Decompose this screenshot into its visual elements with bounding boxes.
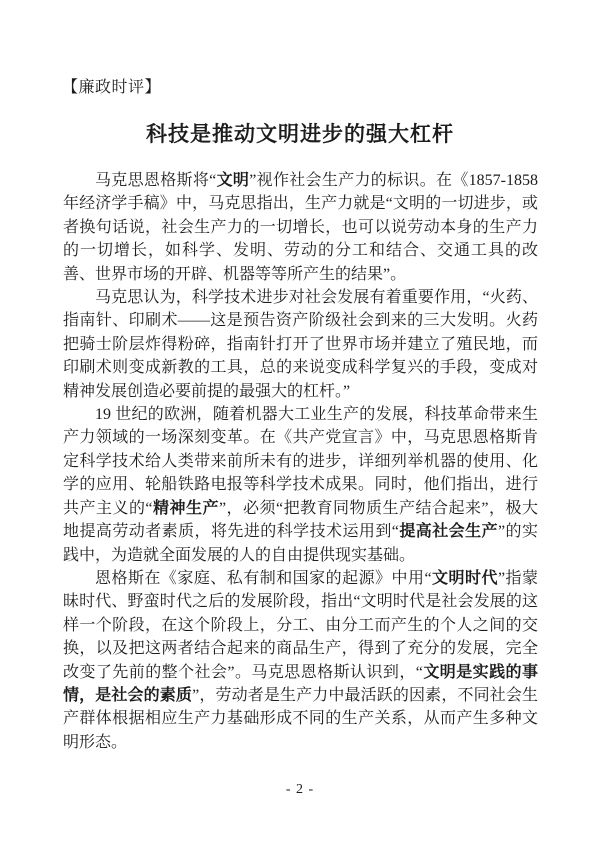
text-run: ”视作社会生产力的标识。在《1857-1858年经济学手稿》中，马克思指出，生产力就是“文明的一切进步，或者换句话说，社会生产力的一切增长，也可以说劳动本身的生产力的一切增长，如科学、发明、劳动的分工和结合、交通工具的改善、世界市场的开辟、机器等等所产生的结果”。 — [63, 172, 538, 283]
emphasis-run: 提高社会生产 — [398, 523, 498, 541]
text-run: ”，必须“把教育同物质生产结合起来”，极大地提高劳动者素质，将先进的科学技术运用到“ — [63, 499, 538, 541]
paragraph — [63, 567, 538, 754]
text-run: ”的实践中，为造就全面发展的人的自由提供现实基础。 — [63, 523, 538, 564]
emphasis-run: 文明 — [216, 172, 250, 189]
page-number: - 2 - — [285, 782, 315, 797]
text-run: 19 世纪的欧洲，随着机器大工业生产的发展，科技革命带来生产力领域的一场深刻变革。在《共产党宣言》中，马克思恩格斯肯定科学技术给人类带来前所未有的进步，详细列举机器的使用、化学的应用、轮船铁路电报等科学技术成果。同时，他们指出，进行共产主义的“ — [63, 406, 538, 517]
text-run: ”指蒙昧时代、野蛮时代之后的发展阶段，指出“文明时代是社会发展的这样一个阶段，在这个阶段上，分工、由分工而产生的个人之间的交换，以及把这两者结合起来的商品生产，得到了充分的发展，完全改变了先前的整个社会”。马克思恩格斯认识到，“ — [63, 569, 538, 681]
page-title: 科技是推动文明进步的强大杠杆 — [146, 122, 454, 146]
paragraph — [63, 403, 538, 567]
document-body — [63, 169, 538, 754]
emphasis-run: 精神生产 — [152, 499, 219, 517]
section-label: 【廉政时评】 — [62, 79, 162, 96]
paragraph — [63, 286, 538, 403]
text-run: 马克思认为，科学技术进步对社会发展有着重要作用，“火药、指南针、印刷术——这是预告资产阶级社会到来的三大发明。火药把骑士阶层炸得粉碎，指南针打开了世界市场并建立了殖民地，而印刷术则变成新教的工具，总的来说变成科学复兴的手段，变成对精神发展创造必要前提的最强大的杠杆。” — [63, 289, 538, 400]
emphasis-run: 文明是实践的事情，是社会的素质 — [63, 663, 538, 704]
paragraph — [63, 169, 538, 286]
text-run: ”，劳动者是生产力中最活跃的因素，不同社会生产群体根据相应生产力基础形成不同的生产关系，从而产生多种文明形态。 — [63, 686, 538, 751]
emphasis-run: 文明时代 — [431, 569, 498, 587]
text-run: 恩格斯在《家庭、私有制和国家的起源》中用“ — [95, 569, 432, 587]
text-run: 马克思恩格斯将“ — [95, 172, 217, 189]
